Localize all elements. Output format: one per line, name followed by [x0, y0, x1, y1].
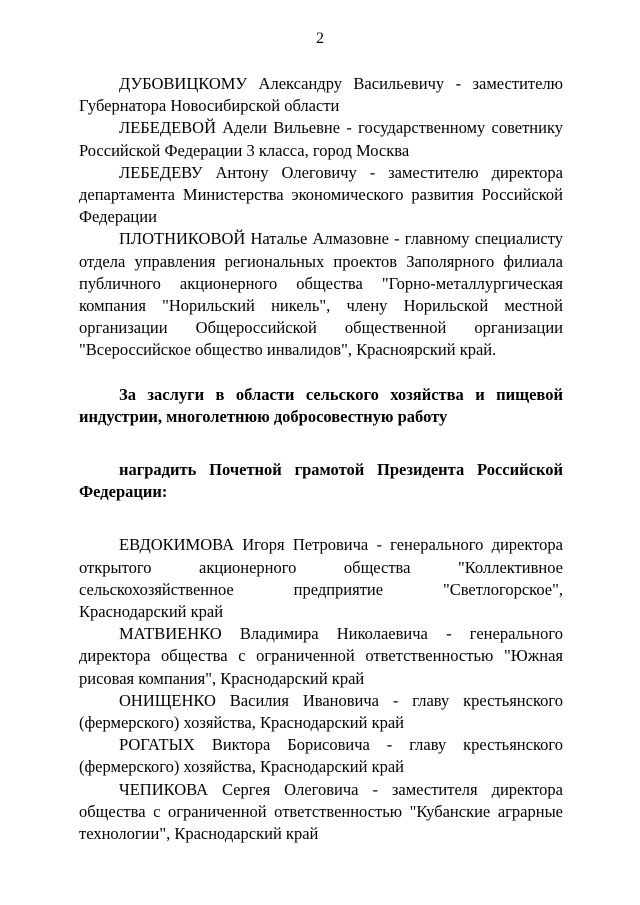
- award-section: [79, 384, 563, 504]
- award-line: наградить Почетной грамотой Президента Российской Федерации:: [79, 460, 563, 502]
- awardee-entry: ДУБОВИЦКОМУ Александру Васильевичу - заместителю Губернатора Новосибирской области: [79, 74, 563, 116]
- awardee-entry: ЧЕПИКОВА Сергея Олеговича - заместителя директора общества с ограниченной ответственностью "Кубанские аграрные технологии", Краснодарский край: [79, 779, 563, 844]
- page-number: 2: [316, 30, 324, 47]
- awardee-entry: ЛЕБЕДЕВУ Антону Олеговичу - заместителю директора департамента Министерства экономического развития Российской Федерации: [79, 162, 563, 227]
- awardee-list-2: [79, 534, 563, 845]
- section-heading: За заслуги в области сельского хозяйства и пищевой индустрии, многолетнюю добросовестную работу: [79, 384, 563, 426]
- awardee-entry: РОГАТЫХ Виктора Борисовича - главу крестьянского (фермерского) хозяйства, Краснодарский край: [79, 735, 563, 777]
- awardee-entry: ПЛОТНИКОВОЙ Наталье Алмазовне - главному специалисту отдела управления региональных проектов Заполярного филиала публичного акционерного общества "Горно-металлургическая компания "Норильский никель", члену Норильской местной организации Общероссийской общественной организации "Всероссийское общество инвалидов", Красноярский край.: [79, 229, 563, 360]
- awardee-list-1: [79, 73, 563, 362]
- awardee-entry: МАТВИЕНКО Владимира Николаевича - генерального директора общества с ограниченной ответственностью "Южная рисовая компания", Краснодарский край: [79, 624, 563, 688]
- awardee-entry: ЕВДОКИМОВА Игоря Петровича - генерального директора открытого акционерного общества "Коллективное сельскохозяйственное предприятие "Светлогорское", Краснодарский край: [79, 535, 563, 622]
- awardee-entry: ОНИЩЕНКО Василия Ивановича - главу крестьянского (фермерского) хозяйства, Краснодарский край: [79, 690, 563, 733]
- awardee-entry: ЛЕБЕДЕВОЙ Адели Вильевне - государственному советнику Российской Федерации 3 класса, город Москва: [79, 118, 563, 160]
- document-body: [79, 73, 563, 845]
